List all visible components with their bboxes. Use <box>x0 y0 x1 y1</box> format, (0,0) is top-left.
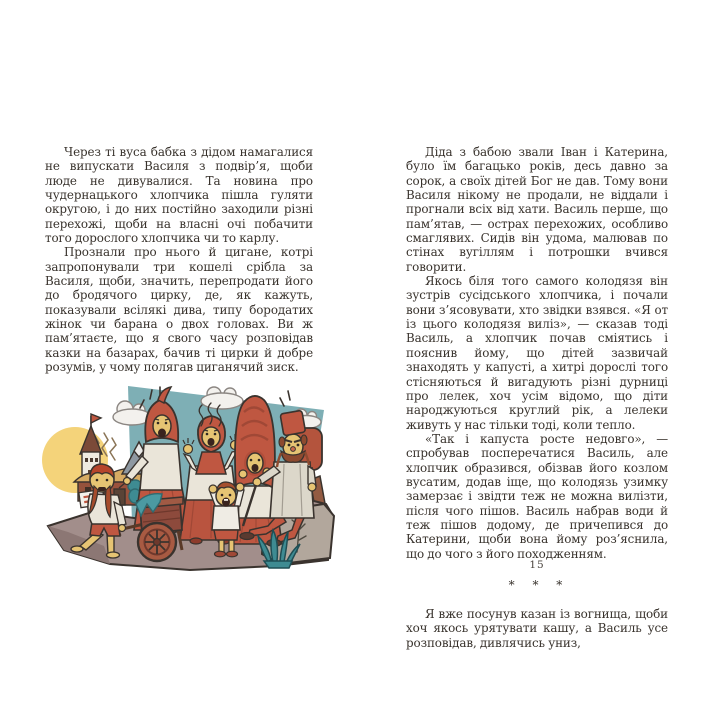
paragraph: «Так і капуста росте недовго», — спробував посперечатися Василь, але хлопчик образився, обізвав його козлом вусатим, додав іще, що колодязь узимку замерзає і звідти теж не можна вилізти, після чого пішов. Василь набрав води й теж пішов додому, де причепився до Катерини, щоби вона йому роз’яснила, що до чого з його походженням. <box>406 431 668 561</box>
paragraph: Я вже посунув казан із вогнища, щоби хоч якось урятувати кашу, а Василь усе розповідав, дивлячись униз, <box>406 606 668 650</box>
right-page-text <box>406 145 668 650</box>
cloud <box>201 387 243 409</box>
paragraph: Через ті вуса бабка з дідом намагалися не випускати Василя з подвір’я, щоби люде не дивувалися. Та новина про чудернацького хлопчика пішла гуляти округою, і до них постійно заходили різні перехожі, щоби на власні очі побачити того дорослого хлопчика чи то карлу. <box>45 145 313 246</box>
paragraph: Якось біля того самого колодязя він зустрів сусідського хлопчика, і почали вони з’ясовувати, хто звідки взявся. «Я от із цього колодязя виліз», — сказав тоді Василь, а хлопчик почав сміятись і пояснив йому, що дітей зазвичай знаходять у капусті, а хитрі дорослі того стісняються й вигадують різні дурниці про лелек, хоч усім відомо, що діти народжуються круглий рік, а лелеки живуть у нас тільки тоді, коли тепло. <box>406 274 668 432</box>
paragraph: Прознали про нього й цигане, котрі запропонували три кошелі срібла за Василя, щоби, значить, перепродати його до бродячого цирку, де, як кажуть, показували всілякі дива, типу бородатих жінок чи барана о двох головах. Ви ж пам’ятаєте, що я свого часу розповідав казки на базарах, бачив ті цирки й добре розумів, у чому полягав циганячий зиск. <box>45 245 313 375</box>
page-number: 15 <box>529 559 545 571</box>
illustration <box>40 378 356 590</box>
section-separator: * * * <box>508 577 570 592</box>
surprise-marks <box>280 391 290 406</box>
paragraph: Діда з бабою звали Іван і Катерина, було їм багацько років, десь давно за сорок, а своїх дітей Бог не дав. Тому вони Василя нікому не продали, не віддали і прогнали всіх від хати. Василь перше, що пам’ятав, — острах перехожих, особливо смаглявих. Сидів він удома, малював по стінах вугіллям і потрошки вчився говорити. <box>406 145 668 274</box>
left-page-text <box>45 145 313 375</box>
